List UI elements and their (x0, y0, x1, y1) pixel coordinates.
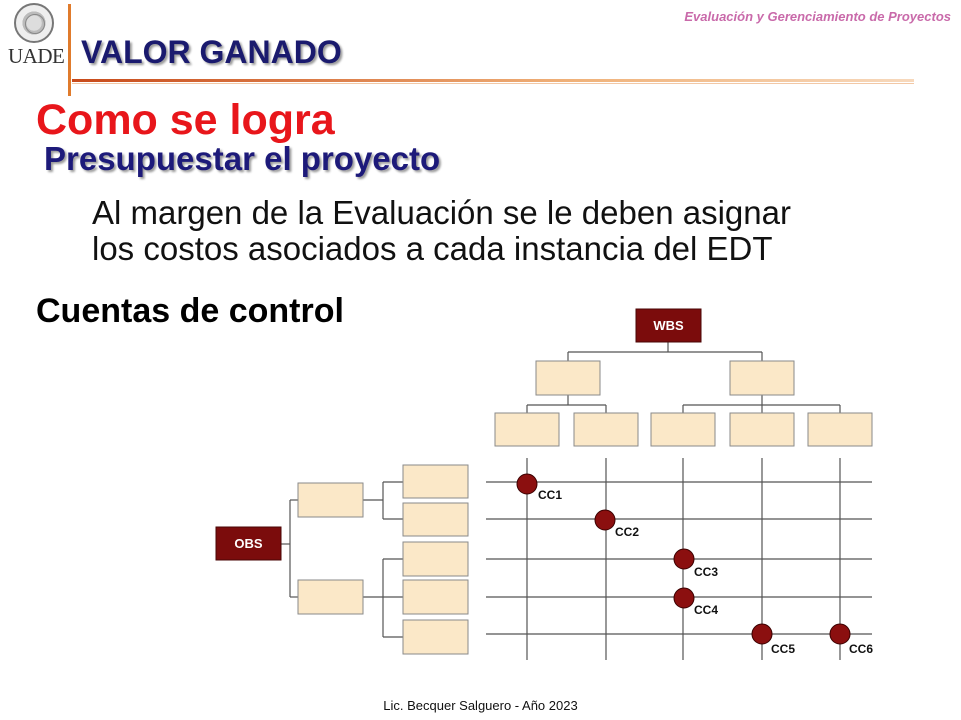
obs-level2-box (403, 542, 468, 576)
wbs-level2-box (574, 413, 638, 446)
body-line-1: Al margen de la Evaluación se le deben asignar (92, 194, 791, 231)
section-heading: Como se logra (36, 96, 335, 144)
control-account-marker (674, 549, 694, 569)
wbs-level2-box (730, 413, 794, 446)
obs-level2-box (403, 503, 468, 536)
wbs-boxes (495, 361, 872, 446)
wbs-label: WBS (653, 318, 684, 333)
control-accounts-heading: Cuentas de control (36, 292, 344, 330)
control-account-marker (517, 474, 537, 494)
wbs-level2-box (495, 413, 559, 446)
control-account-marker (752, 624, 772, 644)
control-account-label: CC3 (694, 565, 719, 579)
wbs-level2-box (808, 413, 872, 446)
obs-level2-box (403, 580, 468, 614)
obs-level1-box (298, 483, 363, 517)
control-account-marker (830, 624, 850, 644)
page-title: VALOR GANADO (81, 34, 342, 70)
control-account-label: CC6 (849, 642, 874, 656)
control-account-label: CC1 (538, 488, 563, 502)
obs-level1-box (298, 580, 363, 614)
wbs-level2-box (651, 413, 715, 446)
body-line-2: los costos asociados a cada instancia del EDT (92, 230, 773, 267)
control-account-label: CC4 (694, 603, 719, 617)
control-account-label: CC5 (771, 642, 796, 656)
obs-level2-box (403, 620, 468, 654)
wbs-level1-box (730, 361, 794, 395)
obs-label: OBS (234, 536, 263, 551)
control-account-markers (517, 474, 873, 656)
control-account-marker (674, 588, 694, 608)
control-account-marker (595, 510, 615, 530)
course-title: Evaluación y Gerenciamiento de Proyectos (684, 9, 951, 24)
subsection-heading: Presupuestar el proyecto (44, 140, 441, 177)
obs-level2-box (403, 465, 468, 498)
institution-name: UADE (8, 44, 65, 68)
footer-credit: Lic. Becquer Salguero - Año 2023 (383, 698, 578, 713)
control-account-label: CC2 (615, 525, 640, 539)
wbs-level1-box (536, 361, 600, 395)
